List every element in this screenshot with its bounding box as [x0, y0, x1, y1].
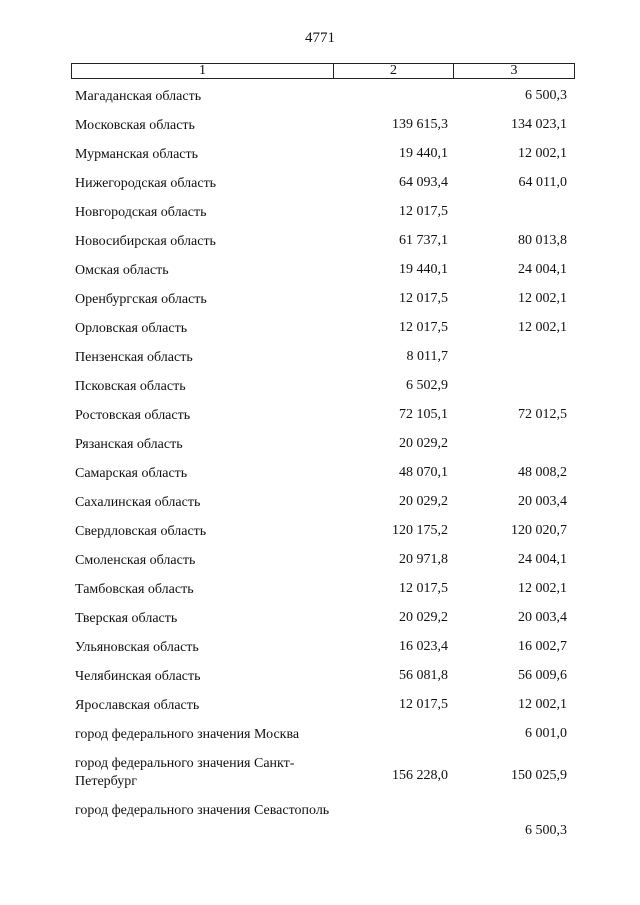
- region-name: Самарская область: [75, 466, 188, 481]
- table-row: [0, 663, 640, 692]
- value-col-2: 56 081,8: [399, 668, 448, 683]
- value-col-3: 6 500,3: [525, 823, 567, 838]
- value-col-2: 61 737,1: [399, 233, 448, 248]
- region-name: Смоленская область: [75, 553, 196, 568]
- table-row: [0, 170, 640, 199]
- value-col-2: 19 440,1: [399, 146, 448, 161]
- header-col-3: 3: [510, 63, 518, 78]
- table-row: [0, 518, 640, 547]
- value-col-3: 120 020,7: [511, 523, 567, 538]
- value-col-2: 20 029,2: [399, 436, 448, 451]
- table-row: [0, 199, 640, 228]
- table-row: [0, 576, 640, 605]
- value-col-3: 16 002,7: [518, 639, 567, 654]
- value-col-3: 24 004,1: [518, 262, 567, 277]
- region-name: Орловская область: [75, 321, 188, 336]
- value-col-2: 12 017,5: [399, 291, 448, 306]
- value-col-2: 8 011,7: [406, 349, 448, 364]
- region-name: Челябинская область: [75, 669, 201, 684]
- region-name: Оренбургская область: [75, 292, 207, 307]
- value-col-3: 20 003,4: [518, 494, 567, 509]
- value-col-3: 12 002,1: [518, 291, 567, 306]
- value-col-2: 72 105,1: [399, 407, 448, 422]
- table-row: [0, 634, 640, 663]
- table-row: [0, 315, 640, 344]
- region-name: Ростовская область: [75, 408, 191, 423]
- value-col-2: 20 971,8: [399, 552, 448, 567]
- region-name: Мурманская область: [75, 147, 199, 162]
- value-col-3: 12 002,1: [518, 320, 567, 335]
- table-row: [0, 257, 640, 286]
- table-body: [0, 83, 640, 842]
- value-col-3: 20 003,4: [518, 610, 567, 625]
- value-col-3: 24 004,1: [518, 552, 567, 567]
- table-header: [71, 63, 575, 79]
- value-col-3: 48 008,2: [518, 465, 567, 480]
- table-row: [0, 721, 640, 750]
- table-row: [0, 373, 640, 402]
- value-col-2: 12 017,5: [399, 204, 448, 219]
- value-col-2: 139 615,3: [392, 117, 448, 132]
- value-col-2: 12 017,5: [399, 581, 448, 596]
- value-col-2: 16 023,4: [399, 639, 448, 654]
- table-row: [0, 112, 640, 141]
- value-col-3: 6 500,3: [525, 88, 567, 103]
- region-name: город федерального значения Санкт-Петербург: [75, 756, 295, 789]
- value-col-3: 64 011,0: [518, 175, 567, 190]
- value-col-2: 64 093,4: [399, 175, 448, 190]
- header-col-1: 1: [72, 64, 334, 78]
- table-row: [0, 547, 640, 576]
- region-name: Свердловская область: [75, 524, 207, 539]
- region-name: Рязанская область: [75, 437, 183, 452]
- region-name: Тверская область: [75, 611, 178, 626]
- table-row: [0, 750, 640, 797]
- value-col-3: 134 023,1: [511, 117, 567, 132]
- table-row: [0, 489, 640, 518]
- table-row: [0, 692, 640, 721]
- value-col-2: 156 228,0: [392, 768, 448, 783]
- region-name: Ярославская область: [75, 698, 200, 713]
- region-name: Московская область: [75, 118, 195, 133]
- value-col-2: 20 029,2: [399, 610, 448, 625]
- region-name: Омская область: [75, 263, 169, 278]
- value-col-2: 12 017,5: [399, 697, 448, 712]
- value-col-2: 120 175,2: [392, 523, 448, 538]
- table-row: [0, 286, 640, 315]
- region-name: город федерального значения Москва: [75, 727, 300, 742]
- table-row: [0, 402, 640, 431]
- region-name: Ульяновская область: [75, 640, 199, 655]
- table-row: [0, 344, 640, 373]
- region-name: Пензенская область: [75, 350, 193, 365]
- table-row: [0, 141, 640, 170]
- region-name: Магаданская область: [75, 89, 202, 104]
- header-col-2: 2: [334, 64, 454, 78]
- region-name: город федерального значения Севастополь: [75, 803, 330, 818]
- table-row: [0, 431, 640, 460]
- value-col-3: 150 025,9: [511, 768, 567, 783]
- value-col-3: 12 002,1: [518, 697, 567, 712]
- value-col-3: 12 002,1: [518, 146, 567, 161]
- region-name: Псковская область: [75, 379, 186, 394]
- value-col-3: 80 013,8: [518, 233, 567, 248]
- region-name: Новосибирская область: [75, 234, 216, 249]
- table-row: [0, 605, 640, 634]
- value-col-2: 6 502,9: [406, 378, 448, 393]
- page-number: 4771: [305, 30, 335, 46]
- table-row: [0, 460, 640, 489]
- value-col-3: 56 009,6: [518, 668, 567, 683]
- value-col-2: 20 029,2: [399, 494, 448, 509]
- table-row: [0, 228, 640, 257]
- region-name: Сахалинская область: [75, 495, 201, 510]
- region-name: Тамбовская область: [75, 582, 194, 597]
- region-name: Нижегородская область: [75, 176, 217, 191]
- value-col-2: 48 070,1: [399, 465, 448, 480]
- table-row: [0, 83, 640, 112]
- value-col-3: 12 002,1: [518, 581, 567, 596]
- value-col-2: 19 440,1: [399, 262, 448, 277]
- value-col-3: 6 001,0: [525, 726, 567, 741]
- table-row: [0, 797, 640, 842]
- region-name: Новгородская область: [75, 205, 207, 220]
- value-col-3: 72 012,5: [518, 407, 567, 422]
- value-col-2: 12 017,5: [399, 320, 448, 335]
